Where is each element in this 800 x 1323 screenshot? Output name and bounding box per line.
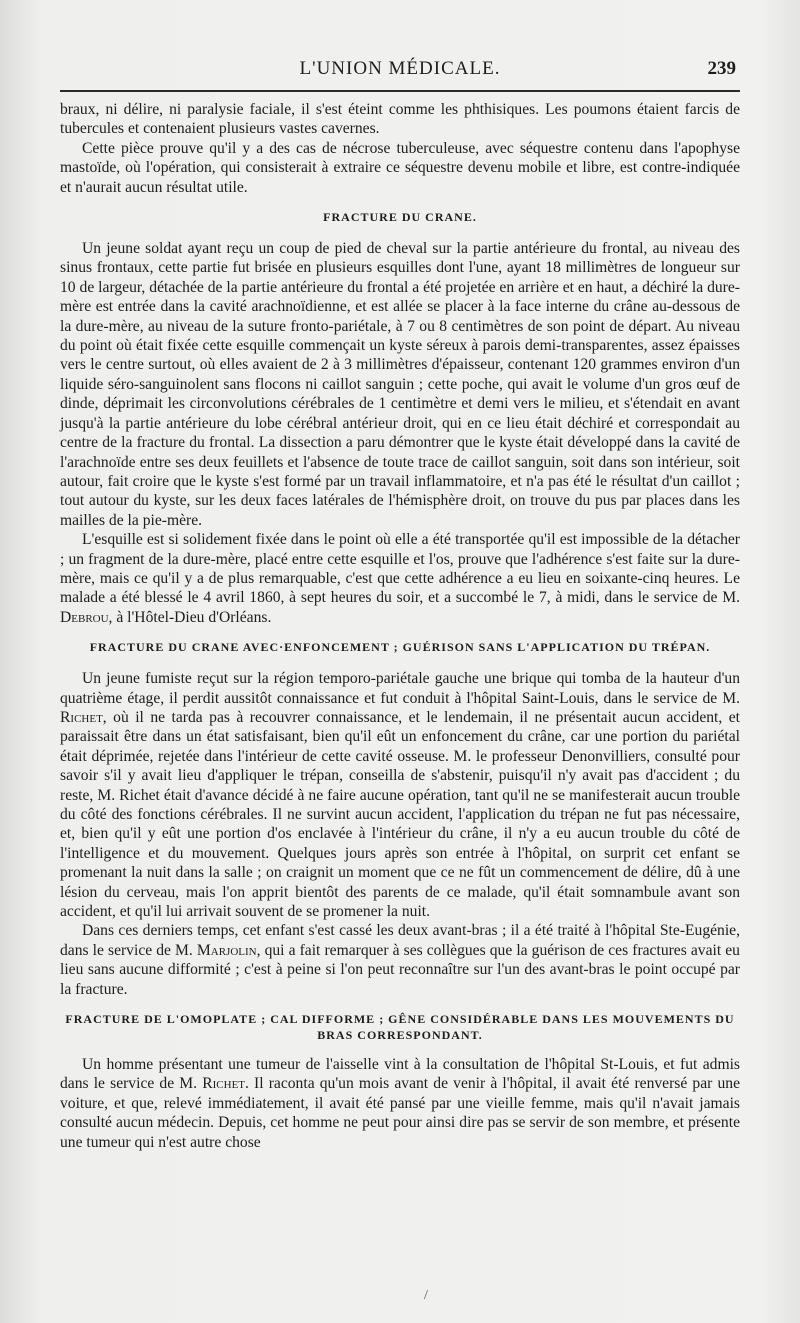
section1-paragraph-2 (60, 530, 740, 627)
page-header (60, 58, 740, 84)
section3-p1-text-b: . Il raconta qu'un mois avant de venir à l'hôpital, il avait été renversé par une voiture, et que, relevé immédiatement, il avait été pansé par une vieille femme, mais qu'il n'avait jamais consulté aucun médecin. Depuis, cet homme ne peut pour ainsi dire pas se servir de son membre, et présente une tumeur qui n'est autre chose (60, 1075, 740, 1151)
section2-p1-text-b: , où il ne tarda pas à recouvrer connaissance, et le lendemain, il ne présentait aucun accident, et paraissait être dans un état satisfaisant, bien qu'il eût un enfoncement du crâne, car une portion du pariétal était déprimée, rejetée dans l'intérieur de cette cavité osseuse. M. le professeur Denonvilliers, consulté pour savoir s'il y avait lieu d'appliquer le trépan, conseilla de s'abstenir, puisqu'il n'y avait pas d'accident ; du reste, M. Richet était d'avance décidé à ne faire aucune opération, tant qu'il ne se manifesterait aucun trouble du côté des fonctions cérébrales. Il ne survint aucun accident, l'application du trépan ne fut pas nécessaire, et, bien qu'il y eût une portion d'os enclavée à l'intérieur du crâne, il n'y a eu aucun trouble du côté de l'intelligence et du mouvement. Quelques jours après son entrée à l'hôpital, on surprit cet enfant se promenant la nuit dans la salle ; on craignit un moment que ce ne fût un commencement de délire, dû à une lésion du cerveau, mais l'on apprit bientôt des parents de ce malade, qu'il était somnambule avant son accident, et qu'il lui arrivait souvent de se promener la nuit. (60, 708, 740, 921)
section3-title-line-2: BRAS CORRESPONDANT. (317, 1028, 483, 1043)
section1-paragraph-1: Un jeune soldat ayant reçu un coup de pied de cheval sur la partie antérieure du frontal, au niveau des sinus frontaux, cette partie fut brisée en plusieurs esquilles dont l'une, ayant 18 millimètres de longueur sur 10 de largeur, détachée de la partie antérieure du frontal a été projetée en arrière et en haut, a déchiré la dure-mère est entrée dans la cavité arachnoïdienne, et est allée se placer à la face interne du crâne au-dessous de la dure-mère, au niveau de la suture fronto-pariétale, à 7 ou 8 centimètres de son point de départ. Au niveau du point où était fixée cette esquille commençait un kyste séreux à parois demi-transparentes, assez épaisses vers le centre surtout, où elles avaient de 2 à 3 millimètres d'épaisseur, contenant 120 grammes environ d'un liquide séro-sanguinolent sans flocons ni caillot sanguin ; cette poche, qui avait le volume d'un gros œuf de dinde, déprimait les circonvolutions cérébrales de 1 centimètre et demi vers le milieu, et s'étendait en avant jusqu'à la partie antérieure du lobe cérébral antérieur droit, qui en ce lieu était déchiré et correspondait au centre de la fracture du frontal. La dissection a paru démontrer que le kyste était développé dans la cavité de l'arachnoïde entre ses deux feuillets et l'absence de toute trace de caillot sanguin, soit dans son intérieur, soit autour, fait croire que le kyste s'est formé par un travail inflammatoire, et n'a pas été le résultat d'un caillot ; tout autour du kyste, sur les deux faces latérales de l'hémisphère droit, on trouve du pus par places dans les mailles de la pie-mère. (60, 240, 740, 529)
section-title-enfoncement: FRACTURE DU CRANE AVEC·ENFONCEMENT ; GUÉRISON SANS L'APPLICATION DU TRÉPAN. (89, 640, 711, 655)
section1-p2-text-b: , à l'Hôtel-Dieu d'Orléans. (108, 608, 272, 626)
section2-p1-text-a: Un jeune fumiste reçut sur la région temporo-pariétale gauche une brique qui tomba de la hauteur d'un quatrième étage, il perdit aussitôt connaissance et fut conduit à l'hôpital Saint-Louis, dans le service de M. (60, 670, 740, 707)
page-number: 239 (707, 58, 736, 79)
section3-p1-text-a: Un homme présentant une tumeur de l'aisselle vint à la consultation de l'hôpital St-Louis, et fut admis dans le service de M. (60, 1056, 740, 1093)
section2-p2-author-name: Marjolin (196, 941, 257, 959)
section2-paragraph-2 (60, 921, 740, 999)
section-title-fracture-du-crane: FRACTURE DU CRANE. (323, 210, 477, 225)
intro-paragraph-2: Cette pièce prouve qu'il y a des cas de nécrose tuberculeuse, avec séquestre contenu dans l'apophyse mastoïde, où l'opération, qui consisterait à extraire ce séquestre devenu mobile et libre, est contre-indiquée et n'aurait aucun résultat utile. (60, 139, 740, 196)
section1-p2-author-name: Debrou (60, 608, 109, 626)
section3-title-line-1: FRACTURE DE L'OMOPLATE ; CAL DIFFORME ; GÊNE CONSIDÉRABLE DANS LES MOUVEMENTS DU (65, 1012, 735, 1027)
footer-mark: / (424, 1288, 428, 1303)
intro-paragraph-1: braux, ni délire, ni paralysie faciale, il s'est éteint comme les phthisiques. Les poumons étaient farcis de tubercules et contenaient plusieurs vastes cavernes. (60, 101, 740, 138)
section2-p2-text-b: , qui a fait remarquer à ses collègues que la guérison de ces fractures avait eu lieu sans aucune difformité ; c'est à peine si l'on peut reconnaître sur l'un des avant-bras le point occupé par la fracture. (60, 941, 740, 998)
section2-p1-author-name: Richet (60, 708, 103, 726)
section3-paragraph-1 (60, 1055, 740, 1152)
page-content (60, 100, 740, 1152)
section2-p2-text-a: Dans ces derniers temps, cet enfant s'est cassé les deux avant-bras ; il a été traité à l'hôpital Ste-Eugénie, dans le service de M. (60, 922, 740, 959)
section1-p2-text-a: L'esquille est si solidement fixée dans le point où elle a été transportée qu'il est impossible de la détacher ; un fragment de la dure-mère, placé entre cette esquille et l'os, prouve que l'adhérence s'est faite sur la dure-mère, mais ce qu'il y a de plus remarquable, c'est que cette adhérence a eu lieu en soixante-cinq heures. Le malade a été blessé le 4 avril 1860, à sept heures du soir, et a succombé le 7, à midi, dans le service de M. (60, 531, 740, 607)
section-title-omoplate (60, 1011, 740, 1043)
section3-p1-author-name: Richet (202, 1075, 246, 1093)
section2-paragraph-1 (60, 669, 740, 921)
running-title: L'UNION MÉDICALE. (299, 58, 501, 79)
header-rule (60, 90, 740, 92)
